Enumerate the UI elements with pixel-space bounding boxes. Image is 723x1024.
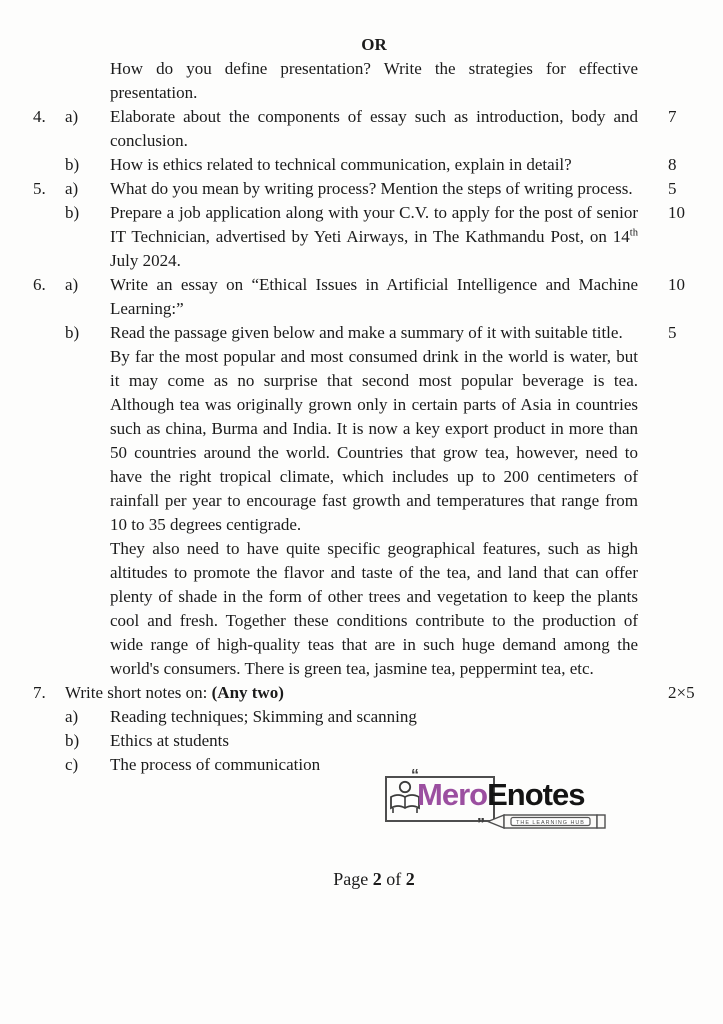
question-text: Write an essay on “Ethical Issues in Artificial Intelligence and Machine Learning:” [110,275,638,318]
ordinal-superscript: th [629,227,638,239]
question-row-6b [0,321,723,345]
open-quote-mark: “ [411,767,419,784]
question-text: The process of communication [110,755,321,774]
page-number: 2 [372,869,382,889]
close-quote-mark: „ [477,807,485,824]
question-number: 7. [33,683,46,702]
question-text: Ethics at students [110,731,229,750]
logo-mero-text: Mero [417,777,488,812]
question-row-7a [0,705,723,729]
question-text-bold-part: (Any two) [211,683,284,702]
question-text: What do you mean by writing process? Mention the steps of writing process. [110,179,633,198]
subquestion-letter: a) [65,707,79,726]
question-text-part: July 2024. [110,251,181,270]
subquestion-letter: b) [65,203,80,222]
question-row-7b [0,729,723,753]
question-row-4a [0,105,723,153]
marks-value: 5 [668,323,677,342]
subquestion-letter: a) [65,179,79,198]
subquestion-letter: a) [65,275,79,294]
or-divider-row [0,33,723,57]
question-text: How is ethics related to technical communication, explain in detail? [110,155,572,174]
question-text: Read the passage given below and make a summary of it with suitable title. [110,323,623,342]
total-pages: 2 [405,869,415,889]
question-row-4b [0,153,723,177]
question-number: 5. [33,179,46,198]
page-word: Page [333,869,373,889]
marks-value: 5 [668,179,677,198]
passage-paragraph-2-row [0,537,723,681]
subquestion-letter: b) [65,731,80,750]
subquestion-letter: b) [65,323,80,342]
passage-paragraph: By far the most popular and most consumed drink in the world is water, but it may come as no surprise that second most popular beverage is tea. Although tea was originally grown only in certain parts of Asia in countries such as china, Burma and India. It is now a key export product in more than 50 countries around the world. Countries that grow tea, however, need to have the right tropical climate, which includes up to 200 centimeters of rainfall per year to encourage fast growth and temperatures that range from 10 to 35 degrees centigrade. [110,347,638,534]
marks-value: 7 [668,107,677,126]
question-text-part: Write short notes on: [65,683,212,702]
question-text-part: Prepare a job application along with your C.V. to apply for the post of senior IT Technician, advertised by Yeti Airways, in The Kathmandu Post, on 14 [110,203,638,246]
or-divider: OR [361,35,387,54]
question-row-or-alt [0,57,723,105]
marks-value: 10 [668,203,685,222]
subquestion-letter: c) [65,755,79,774]
page-footer [110,867,638,891]
meroenotes-logo [385,767,615,839]
question-text [65,681,638,705]
question-row-6a [0,273,723,321]
marks-value: 10 [668,275,685,294]
question-text: Elaborate about the components of essay such as introduction, body and conclusion. [110,107,638,150]
question-row-7 [0,681,723,705]
of-word: of [381,869,406,889]
subquestion-letter: a) [65,107,79,126]
marks-value: 8 [668,155,677,174]
question-number: 6. [33,275,46,294]
question-row-5b [0,201,723,273]
question-text [110,201,638,273]
pencil-banner-icon [487,813,615,830]
question-text: Reading techniques; Skimming and scanning [110,707,417,726]
question-row-5a [0,177,723,201]
passage-paragraph-1-row [0,345,723,537]
logo-tagline: THE LEARNING HUB [516,819,585,826]
question-number: 4. [33,107,46,126]
logo-enotes-text: Enotes [487,777,585,812]
marks-value: 2×5 [668,683,695,702]
passage-paragraph: They also need to have quite specific geographical features, such as high altitudes to promote the flavor and taste of the tea, and land that can offer plenty of shade in the form of other trees and vegetation to keep the plants cool and fresh. Together these conditions contribute to the production of wide range of high-quality teas that are in such huge demand among the world's consumers. There is green tea, jasmine tea, peppermint tea, etc. [110,539,638,678]
subquestion-letter: b) [65,155,80,174]
question-text: How do you define presentation? Write the strategies for effective presentation. [110,59,638,102]
logo-brand-text [417,777,584,813]
